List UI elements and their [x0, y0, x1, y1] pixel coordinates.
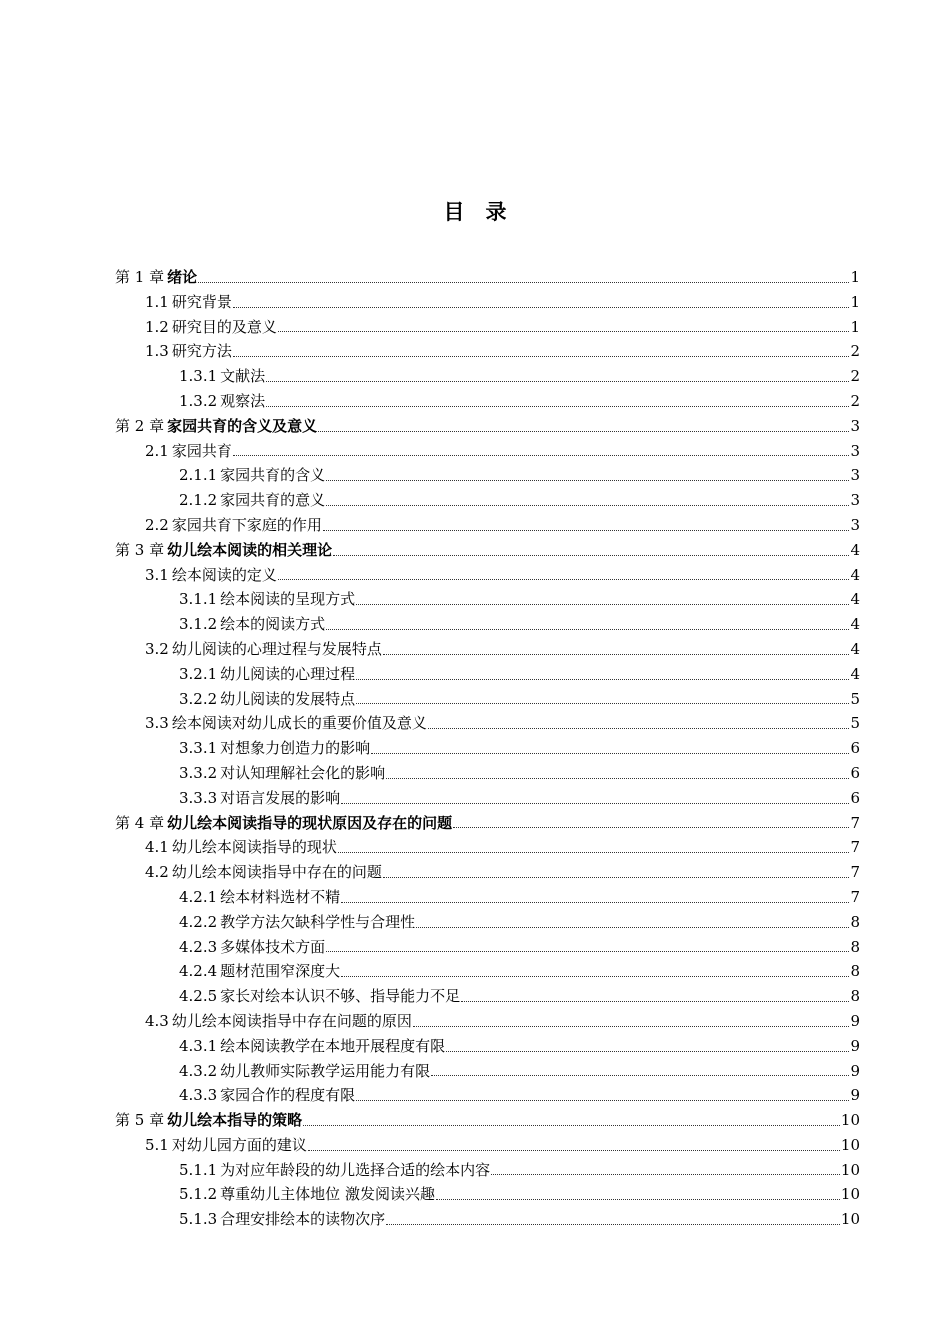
- toc-entry-number: 第 3 章: [115, 540, 165, 559]
- toc-section-entry[interactable]: [115, 439, 860, 464]
- toc-entry-page-number: 2: [850, 342, 860, 361]
- toc-entry-number: 1.3.2: [179, 391, 218, 410]
- dot-leader: [356, 603, 849, 605]
- toc-entry-number: 第 1 章: [115, 268, 165, 286]
- toc-subsection-entry[interactable]: [115, 786, 860, 811]
- toc-entry-label: 幼儿绘本指导的策略: [167, 1111, 303, 1130]
- dot-leader: [198, 281, 849, 283]
- toc-section-entry[interactable]: [115, 315, 860, 340]
- toc-entry-number: 3.2.1: [179, 664, 218, 683]
- toc-entry-page-number: 1: [850, 268, 860, 286]
- toc-entry-number: 4.3.2: [179, 1061, 218, 1080]
- toc-entry-page-number: 8: [850, 937, 860, 956]
- toc-entry-number: 1.3.1: [179, 367, 218, 386]
- toc-entry-page-number: 5: [850, 689, 860, 708]
- toc-entry-label: 家园共育的含义: [220, 466, 326, 485]
- toc-entry-page-number: 3: [850, 441, 860, 460]
- toc-subsection-entry[interactable]: [115, 1182, 860, 1207]
- dot-leader: [318, 430, 849, 432]
- toc-section-entry[interactable]: [115, 637, 860, 662]
- toc-entry-number: 4.3.1: [179, 1036, 218, 1055]
- toc-entry-label: 文献法: [220, 367, 266, 386]
- toc-subsection-entry[interactable]: [115, 959, 860, 984]
- dot-leader: [436, 1198, 840, 1200]
- toc-subsection-entry[interactable]: [115, 612, 860, 637]
- dot-leader: [303, 1124, 840, 1126]
- toc-entry-number: 2.1.2: [179, 491, 218, 510]
- toc-entry-number: 3.2: [145, 639, 169, 658]
- toc-subsection-entry[interactable]: [115, 761, 860, 786]
- toc-section-entry[interactable]: [115, 339, 860, 364]
- toc-entry-page-number: 1: [850, 292, 860, 311]
- toc-entry-page-number: 3: [850, 515, 860, 534]
- toc-entry-number: 4.1: [145, 838, 169, 857]
- toc-entry-number: 1.1: [145, 292, 169, 311]
- dot-leader: [341, 802, 849, 804]
- toc-entry-label: 绘本阅读的呈现方式: [220, 590, 356, 609]
- dot-leader: [383, 876, 850, 878]
- toc-chapter-entry[interactable]: [115, 265, 860, 290]
- toc-entry-page-number: 3: [850, 491, 860, 510]
- toc-entry-number: 4.2.5: [179, 987, 218, 1006]
- dot-leader: [491, 1173, 840, 1175]
- toc-subsection-entry[interactable]: [115, 389, 860, 414]
- toc-entry-number: 5.1.1: [179, 1160, 218, 1179]
- dot-leader: [323, 529, 850, 531]
- toc-entry-label: 合理安排绘本的读物次序: [220, 1210, 386, 1229]
- dot-leader: [446, 1050, 849, 1052]
- toc-entry-number: 4.2.2: [179, 912, 218, 931]
- dot-leader: [338, 851, 850, 853]
- toc-entry-label: 幼儿绘本阅读指导的现状: [171, 838, 337, 857]
- toc-entry-label: 观察法: [220, 391, 266, 410]
- toc-entry-page-number: 10: [840, 1135, 860, 1154]
- dot-leader: [308, 1149, 840, 1151]
- toc-entry-number: 3.1.1: [179, 590, 218, 609]
- dot-leader: [326, 950, 849, 952]
- toc-entry-label: 为对应年龄段的幼儿选择合适的绘本内容: [220, 1160, 491, 1179]
- toc-section-entry[interactable]: [115, 290, 860, 315]
- toc-subsection-entry[interactable]: [115, 885, 860, 910]
- toc-entry-page-number: 10: [840, 1185, 860, 1204]
- toc-entry-number: 第 5 章: [115, 1111, 165, 1130]
- toc-entry-page-number: 7: [850, 838, 860, 857]
- dot-leader: [278, 578, 850, 580]
- toc-entry-page-number: 9: [850, 1011, 860, 1030]
- toc-entry-number: 3.1: [145, 565, 169, 584]
- toc-chapter-entry[interactable]: [115, 538, 860, 563]
- toc-entry-label: 幼儿阅读的发展特点: [220, 689, 356, 708]
- toc-subsection-entry[interactable]: [115, 488, 860, 513]
- dot-leader: [233, 306, 850, 308]
- dot-leader: [266, 380, 849, 382]
- toc-entry-number: 3.3.1: [179, 739, 218, 758]
- toc-entry-number: 5.1: [145, 1135, 169, 1154]
- toc-subsection-entry[interactable]: [115, 984, 860, 1009]
- toc-entry-page-number: 4: [850, 590, 860, 609]
- toc-entry-label: 幼儿绘本阅读的相关理论: [167, 540, 333, 559]
- dot-leader: [266, 405, 849, 407]
- dot-leader: [356, 702, 849, 704]
- toc-entry-number: 4.2.1: [179, 887, 218, 906]
- dot-leader: [428, 727, 850, 729]
- toc-entry-label: 家园共育的含义及意义: [167, 416, 318, 435]
- toc-subsection-entry[interactable]: [115, 1207, 860, 1232]
- toc-chapter-entry[interactable]: [115, 414, 860, 439]
- toc-entry-page-number: 10: [840, 1210, 860, 1229]
- toc-entry-page-number: 1: [850, 317, 860, 336]
- toc-section-entry[interactable]: [115, 835, 860, 860]
- dot-leader: [356, 678, 849, 680]
- toc-entry-label: 研究背景: [171, 292, 232, 311]
- toc-subsection-entry[interactable]: [115, 463, 860, 488]
- toc-entry-number: 4.2: [145, 863, 169, 882]
- toc-subsection-entry[interactable]: [115, 587, 860, 612]
- toc-entry-page-number: 10: [840, 1111, 860, 1130]
- toc-subsection-entry[interactable]: [115, 687, 860, 712]
- toc-entry-label: 教学方法欠缺科学性与合理性: [220, 912, 416, 931]
- toc-entry-page-number: 10: [840, 1160, 860, 1179]
- toc-subsection-entry[interactable]: [115, 736, 860, 761]
- toc-entry-page-number: 4: [850, 639, 860, 658]
- toc-section-entry[interactable]: [115, 513, 860, 538]
- toc-section-entry[interactable]: [115, 860, 860, 885]
- dot-leader: [233, 454, 850, 456]
- toc-chapter-entry[interactable]: [115, 811, 860, 836]
- dot-leader: [453, 826, 849, 828]
- dot-leader: [326, 504, 849, 506]
- toc-entry-page-number: 4: [850, 664, 860, 683]
- dot-leader: [341, 901, 849, 903]
- dot-leader: [386, 777, 849, 779]
- toc-entry-label: 多媒体技术方面: [220, 937, 326, 956]
- toc-entry-page-number: 3: [850, 416, 860, 435]
- toc-entry-page-number: 8: [850, 912, 860, 931]
- toc-subsection-entry[interactable]: [115, 910, 860, 935]
- toc-entry-label: 家园合作的程度有限: [220, 1086, 356, 1105]
- toc-entry-page-number: 4: [850, 565, 860, 584]
- toc-entry-page-number: 2: [850, 391, 860, 410]
- toc-entry-label: 幼儿教师实际教学运用能力有限: [220, 1061, 431, 1080]
- dot-leader: [371, 752, 849, 754]
- toc-entry-page-number: 6: [850, 739, 860, 758]
- toc-entry-number: 3.2.2: [179, 689, 218, 708]
- toc-subsection-entry[interactable]: [115, 1034, 860, 1059]
- dot-leader: [431, 1074, 849, 1076]
- toc-list: [115, 265, 860, 1232]
- toc-entry-number: 5.1.3: [179, 1210, 218, 1229]
- toc-entry-label: 绘本材料选材不精: [220, 887, 341, 906]
- toc-subsection-entry[interactable]: [115, 1158, 860, 1183]
- toc-entry-number: 2.2: [145, 515, 169, 534]
- toc-entry-label: 绘本阅读对幼儿成长的重要价值及意义: [171, 714, 427, 733]
- dot-leader: [386, 1223, 840, 1225]
- toc-subsection-entry[interactable]: [115, 662, 860, 687]
- toc-entry-number: 1.2: [145, 317, 169, 336]
- toc-entry-page-number: 4: [850, 540, 860, 559]
- toc-entry-label: 对认知理解社会化的影响: [220, 763, 386, 782]
- toc-chapter-entry[interactable]: [115, 1108, 860, 1133]
- toc-entry-page-number: 9: [850, 1061, 860, 1080]
- toc-entry-label: 幼儿绘本阅读指导的现状原因及存在的问题: [167, 813, 453, 832]
- toc-entry-label: 对幼儿园方面的建议: [171, 1135, 307, 1154]
- toc-entry-page-number: 7: [850, 813, 860, 832]
- toc-entry-label: 家园共育的意义: [220, 491, 326, 510]
- toc-subsection-entry[interactable]: [115, 1083, 860, 1108]
- toc-title: 目 录: [443, 200, 507, 224]
- toc-entry-page-number: 5: [850, 714, 860, 733]
- toc-section-entry[interactable]: [115, 1009, 860, 1034]
- toc-entry-number: 4.2.4: [179, 962, 218, 981]
- toc-entry-number: 2.1.1: [179, 466, 218, 485]
- toc-entry-label: 家园共育下家庭的作用: [171, 515, 322, 534]
- toc-entry-number: 3.3.2: [179, 763, 218, 782]
- dot-leader: [341, 975, 849, 977]
- toc-entry-label: 题材范围窄深度大: [220, 962, 341, 981]
- toc-entry-page-number: 7: [850, 863, 860, 882]
- toc-entry-label: 研究目的及意义: [171, 317, 277, 336]
- toc-entry-number: 5.1.2: [179, 1185, 218, 1204]
- toc-entry-number: 4.3.3: [179, 1086, 218, 1105]
- toc-entry-number: 3.3: [145, 714, 169, 733]
- toc-entry-page-number: 9: [850, 1036, 860, 1055]
- toc-entry-page-number: 8: [850, 962, 860, 981]
- toc-entry-page-number: 6: [850, 763, 860, 782]
- toc-entry-page-number: 6: [850, 788, 860, 807]
- toc-entry-page-number: 9: [850, 1086, 860, 1105]
- toc-entry-number: 2.1: [145, 441, 169, 460]
- toc-entry-label: 幼儿绘本阅读指导中存在问题的原因: [171, 1011, 412, 1030]
- toc-entry-page-number: 2: [850, 367, 860, 386]
- dot-leader: [383, 653, 850, 655]
- toc-entry-label: 绪论: [167, 268, 198, 286]
- toc-entry-label: 绘本阅读教学在本地开展程度有限: [220, 1036, 446, 1055]
- toc-entry-number: 第 2 章: [115, 416, 165, 435]
- toc-entry-label: 幼儿阅读的心理过程: [220, 664, 356, 683]
- toc-entry-label: 绘本阅读的定义: [171, 565, 277, 584]
- toc-entry-label: 对语言发展的影响: [220, 788, 341, 807]
- toc-section-entry[interactable]: [115, 563, 860, 588]
- toc-subsection-entry[interactable]: [115, 935, 860, 960]
- toc-subsection-entry[interactable]: [115, 364, 860, 389]
- toc-entry-page-number: 8: [850, 987, 860, 1006]
- dot-leader: [461, 1000, 849, 1002]
- toc-entry-label: 研究方法: [171, 342, 232, 361]
- toc-entry-page-number: 3: [850, 466, 860, 485]
- dot-leader: [356, 1099, 849, 1101]
- dot-leader: [233, 355, 850, 357]
- toc-section-entry[interactable]: [115, 711, 860, 736]
- toc-entry-label: 家园共育: [171, 441, 232, 460]
- dot-leader: [333, 554, 849, 556]
- toc-entry-number: 4.3: [145, 1011, 169, 1030]
- dot-leader: [413, 1025, 850, 1027]
- toc-entry-number: 1.3: [145, 342, 169, 361]
- toc-entry-label: 家长对绘本认识不够、指导能力不足: [220, 987, 461, 1006]
- toc-entry-label: 绘本的阅读方式: [220, 615, 326, 634]
- toc-entry-number: 第 4 章: [115, 813, 165, 832]
- toc-entry-number: 4.2.3: [179, 937, 218, 956]
- toc-entry-label: 幼儿阅读的心理过程与发展特点: [171, 639, 382, 658]
- toc-entry-label: 对想象力创造力的影响: [220, 739, 371, 758]
- toc-entry-label: 幼儿绘本阅读指导中存在的问题: [171, 863, 382, 882]
- toc-entry-page-number: 7: [850, 887, 860, 906]
- dot-leader: [326, 479, 849, 481]
- dot-leader: [326, 628, 849, 630]
- dot-leader: [278, 330, 850, 332]
- toc-entry-number: 3.3.3: [179, 788, 218, 807]
- dot-leader: [416, 926, 849, 928]
- toc-entry-page-number: 4: [850, 615, 860, 634]
- toc-subsection-entry[interactable]: [115, 1059, 860, 1084]
- toc-entry-label: 尊重幼儿主体地位 激发阅读兴趣: [220, 1185, 435, 1204]
- toc-entry-number: 3.1.2: [179, 615, 218, 634]
- toc-section-entry[interactable]: [115, 1133, 860, 1158]
